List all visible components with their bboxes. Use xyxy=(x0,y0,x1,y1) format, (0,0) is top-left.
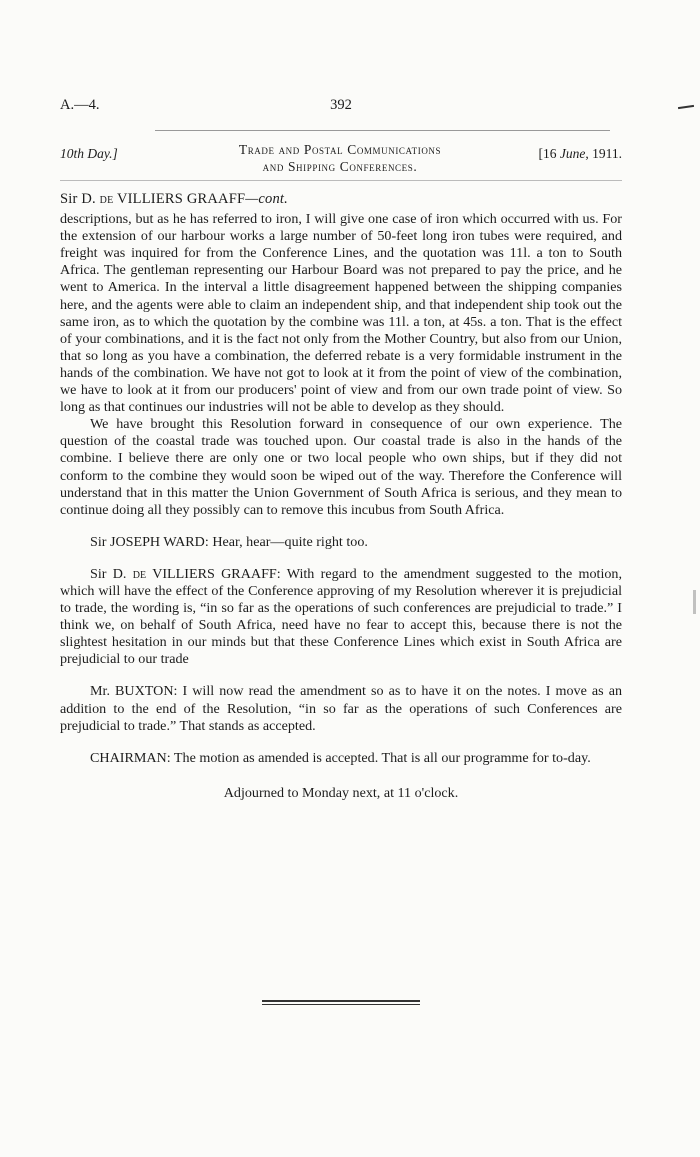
speaker-graaff-name: VILLIERS GRAAFF xyxy=(152,565,277,582)
speaker-chairman: CHAIRMAN xyxy=(90,749,167,766)
document-reference: A.—4. xyxy=(60,97,100,113)
speaker-cont: —cont. xyxy=(245,191,288,207)
speaker-ward: Sir JOSEPH WARD xyxy=(90,533,205,550)
speaker-graaff-title: Sir D. xyxy=(90,565,127,582)
header-date-prefix: [16 xyxy=(538,146,560,161)
speaker-particle: de xyxy=(99,191,114,207)
header-title-line1: Trade and Postal Communications xyxy=(238,142,442,157)
header-day: 10th Day.] xyxy=(60,146,118,161)
ward-text: : Hear, hear—quite right too. xyxy=(204,533,368,550)
header-date-suffix: , 1911. xyxy=(585,146,622,161)
header-title-line2: and Shipping Conferences. xyxy=(262,159,418,174)
buxton-text: : I will now read the amendment so as to have it on the notes. I move as an addition to the end of the Resolution, “in so far as the operations of such Conferences are prejudicial to trade.” That stands as accepted. xyxy=(60,683,623,734)
header-title xyxy=(170,141,510,175)
document-body xyxy=(60,191,622,802)
speaker-buxton: Mr. BUXTON xyxy=(90,683,174,700)
margin-mark xyxy=(678,105,694,109)
end-rule xyxy=(262,1000,420,1007)
paragraph-coastal: We have brought this Resolution forward in consequence of our own experience. The question of the coastal trade was touched upon. Our coastal trade is also in the hands of the combine. I believe there are only one or two local people who own ships, but if they did not conform to the combine they would soon be wiped out of the way. Therefore the Conference will understand that in this matter the Union Government of South Africa is serious, and they mean to continue doing all they possibly can to remove this incubus from South Africa. xyxy=(60,416,622,518)
adjournment-note: Adjourned to Monday next, at 11 o'clock. xyxy=(223,784,459,801)
header-date xyxy=(539,146,622,162)
paragraph-chairman xyxy=(60,750,622,767)
paragraph-buxton xyxy=(60,683,622,734)
chairman-text: : The motion as amended is accepted. That is all our programme for to-day. xyxy=(166,749,591,766)
speaker-graaff-particle: de xyxy=(132,565,147,582)
paragraph-iron: descriptions, but as he has referred to iron, I will give one case of iron which occurred with us. For the extension of our harbour works a large number of 50-feet long iron tubes were required, and freight was inquired for from the Conference Lines, and the quotation was 11l. a ton to South Africa. The gentleman representing our Harbour Board was not prepared to pay the price, and he went to America. In the interval a little disagreement happened between the shipping companies here, and the agents were able to claim an independent ship, and that independent ship took out the same iron, as to which the quotation by the combine was 11l. a ton, at 45s. a ton. That is the effect of your combinations, and it is the fact not only from the Mother Country, but also from our Union, that so long as you have a combination, the deferred rebate is a very formidable instrument in the hands of the combination. We have not got to look at it from the point of view of the combination, we have to look at it from our producers' point of view and from our own trade point of view. So long as that continues our industries will not be able to develop as they should. xyxy=(60,211,622,416)
paragraph-ward xyxy=(60,534,622,551)
header-date-month: June xyxy=(559,146,586,161)
header-rule-bottom xyxy=(60,180,622,181)
paragraph-graaff xyxy=(60,566,622,669)
page-number: 392 xyxy=(330,97,352,113)
speaker-name: VILLIERS GRAAFF xyxy=(116,191,246,207)
header-rule-top xyxy=(155,130,610,131)
speaker-heading xyxy=(60,191,622,208)
running-header xyxy=(60,141,622,177)
speaker-title: Sir D. xyxy=(60,191,96,207)
page-edge-mark xyxy=(693,590,696,614)
graaff-text: : With regard to the amendment suggested to the motion, which will have the effect of the Conference approving of my Resolution wherever it is prejudicial to trade, the wording is, “in so far as the operations of such conferences are prejudicial to trade.” I think we, on behalf of South Africa, need have no fear to accept this, because there is not the slightest hesitation in our minds but that these Conference Lines which exist in South Africa are prejudicial to our trade xyxy=(60,565,622,668)
